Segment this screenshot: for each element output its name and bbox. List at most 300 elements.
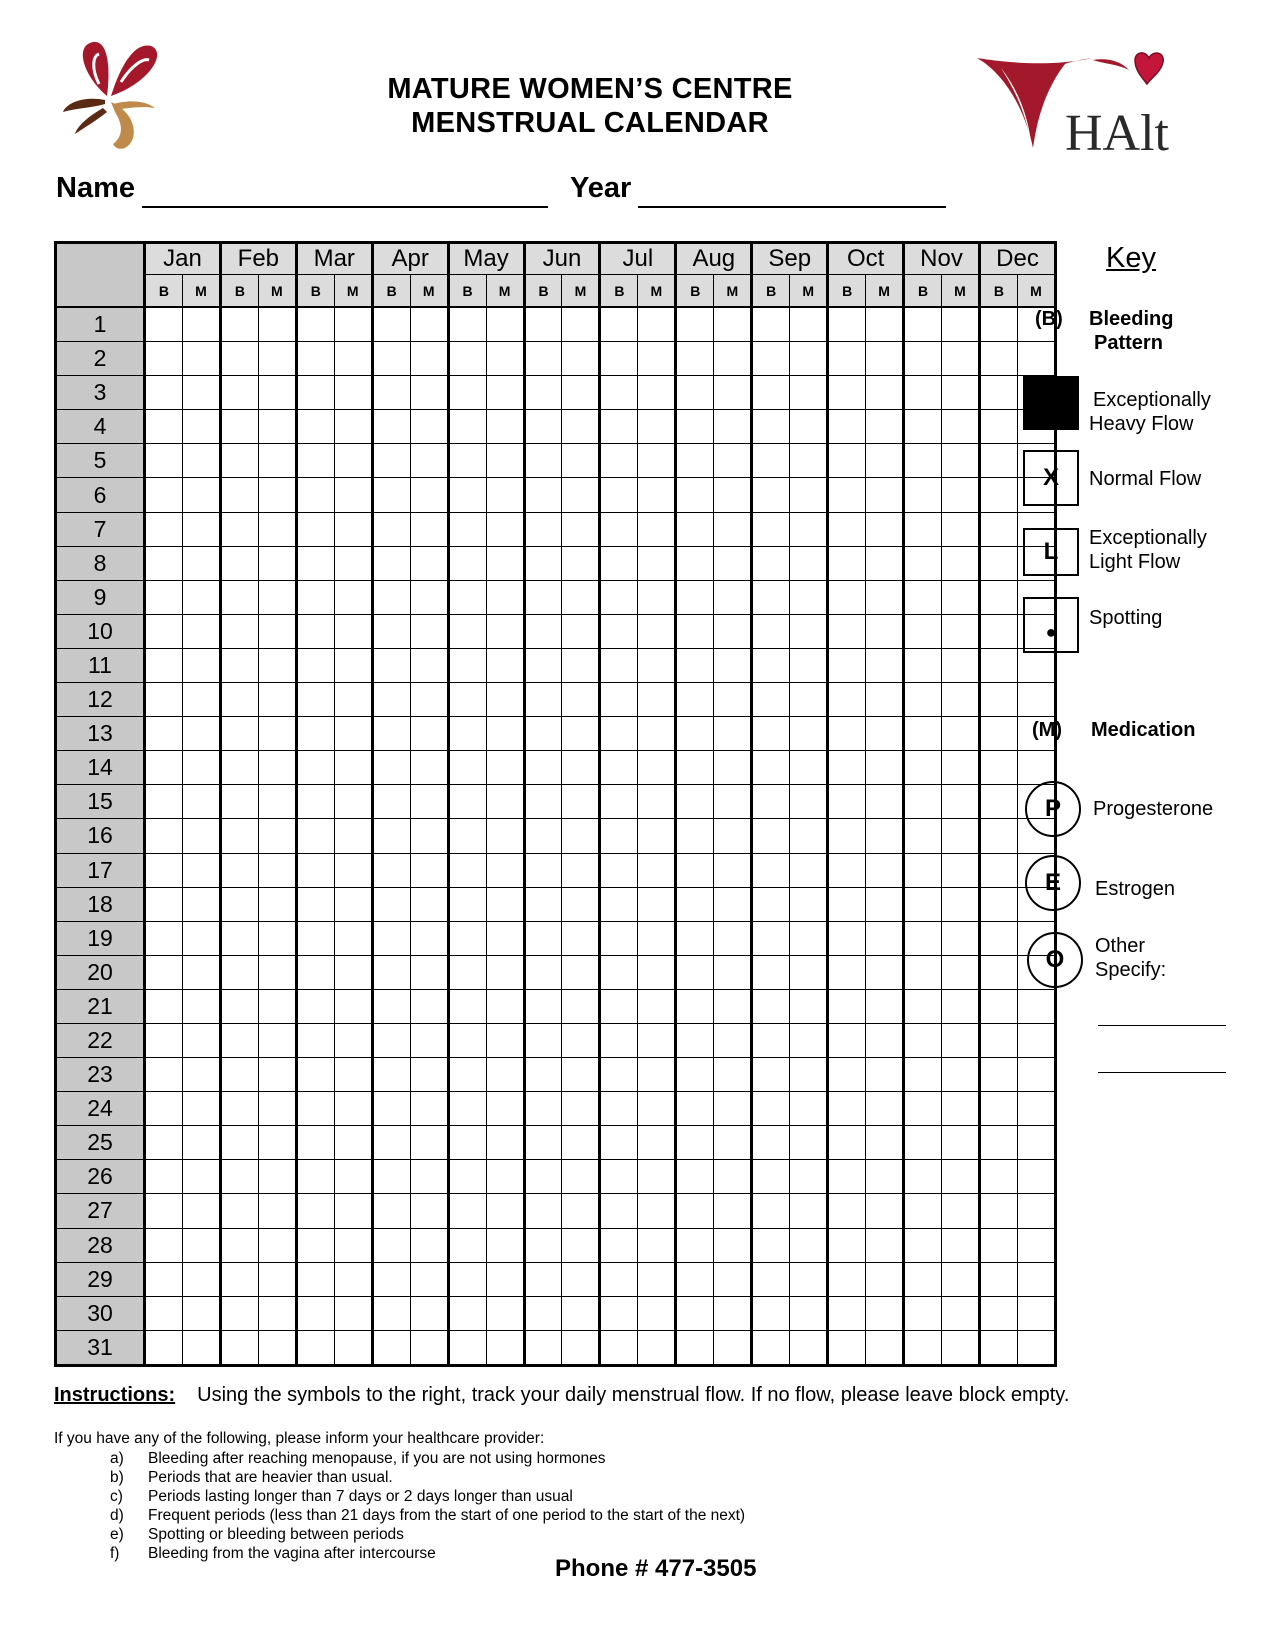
bleeding-cell[interactable]: [448, 580, 486, 614]
medication-cell[interactable]: [410, 580, 448, 614]
bleeding-cell[interactable]: [372, 648, 410, 682]
medication-cell[interactable]: [258, 1296, 296, 1330]
bleeding-cell[interactable]: [828, 1262, 866, 1296]
bleeding-cell[interactable]: [904, 683, 942, 717]
bleeding-cell[interactable]: [676, 410, 714, 444]
bleeding-cell[interactable]: [145, 546, 183, 580]
bleeding-cell[interactable]: [600, 751, 638, 785]
bleeding-cell[interactable]: [752, 648, 790, 682]
bleeding-cell[interactable]: [524, 989, 562, 1023]
bleeding-cell[interactable]: [372, 307, 410, 342]
medication-cell[interactable]: [182, 751, 220, 785]
medication-cell[interactable]: [866, 648, 904, 682]
medication-cell[interactable]: [714, 989, 752, 1023]
medication-cell[interactable]: [486, 1296, 524, 1330]
bleeding-cell[interactable]: [904, 1058, 942, 1092]
bleeding-cell[interactable]: [448, 410, 486, 444]
bleeding-cell[interactable]: [752, 512, 790, 546]
bleeding-cell[interactable]: [296, 819, 334, 853]
medication-cell[interactable]: [486, 614, 524, 648]
medication-cell[interactable]: [866, 717, 904, 751]
bleeding-cell[interactable]: [448, 1092, 486, 1126]
bleeding-cell[interactable]: [372, 478, 410, 512]
bleeding-cell[interactable]: [372, 1330, 410, 1365]
medication-cell[interactable]: [638, 751, 676, 785]
medication-cell[interactable]: [410, 1126, 448, 1160]
bleeding-cell[interactable]: [752, 785, 790, 819]
bleeding-cell[interactable]: [752, 1126, 790, 1160]
bleeding-cell[interactable]: [220, 614, 258, 648]
bleeding-cell[interactable]: [752, 887, 790, 921]
bleeding-cell[interactable]: [372, 1160, 410, 1194]
medication-cell[interactable]: [714, 1296, 752, 1330]
medication-cell[interactable]: [410, 819, 448, 853]
medication-cell[interactable]: [942, 444, 980, 478]
bleeding-cell[interactable]: [372, 410, 410, 444]
bleeding-cell[interactable]: [220, 1058, 258, 1092]
medication-cell[interactable]: [790, 478, 828, 512]
medication-cell[interactable]: [562, 1262, 600, 1296]
medication-cell[interactable]: [334, 1126, 372, 1160]
medication-cell[interactable]: [638, 307, 676, 342]
bleeding-cell[interactable]: [828, 887, 866, 921]
bleeding-cell[interactable]: [600, 1092, 638, 1126]
medication-cell[interactable]: [334, 580, 372, 614]
medication-cell[interactable]: [182, 921, 220, 955]
medication-cell[interactable]: [486, 717, 524, 751]
bleeding-cell[interactable]: [904, 444, 942, 478]
bleeding-cell[interactable]: [448, 683, 486, 717]
bleeding-cell[interactable]: [979, 717, 1017, 751]
medication-cell[interactable]: [866, 1228, 904, 1262]
medication-cell[interactable]: [790, 410, 828, 444]
bleeding-cell[interactable]: [220, 751, 258, 785]
medication-cell[interactable]: [334, 921, 372, 955]
bleeding-cell[interactable]: [448, 342, 486, 376]
bleeding-cell[interactable]: [524, 717, 562, 751]
bleeding-cell[interactable]: [752, 342, 790, 376]
medication-cell[interactable]: [866, 546, 904, 580]
medication-cell[interactable]: [866, 1092, 904, 1126]
bleeding-cell[interactable]: [145, 853, 183, 887]
bleeding-cell[interactable]: [600, 955, 638, 989]
medication-cell[interactable]: [410, 1160, 448, 1194]
bleeding-cell[interactable]: [145, 410, 183, 444]
medication-cell[interactable]: [866, 955, 904, 989]
medication-cell[interactable]: [182, 955, 220, 989]
bleeding-cell[interactable]: [296, 921, 334, 955]
medication-cell[interactable]: [562, 580, 600, 614]
medication-cell[interactable]: [790, 512, 828, 546]
medication-cell[interactable]: [182, 410, 220, 444]
bleeding-cell[interactable]: [145, 1023, 183, 1057]
medication-cell[interactable]: [942, 580, 980, 614]
medication-cell[interactable]: [486, 1194, 524, 1228]
medication-cell[interactable]: [1017, 683, 1055, 717]
medication-cell[interactable]: [486, 376, 524, 410]
bleeding-cell[interactable]: [296, 1194, 334, 1228]
medication-cell[interactable]: [790, 1262, 828, 1296]
bleeding-cell[interactable]: [600, 1058, 638, 1092]
bleeding-cell[interactable]: [676, 546, 714, 580]
bleeding-cell[interactable]: [296, 1058, 334, 1092]
medication-cell[interactable]: [714, 1160, 752, 1194]
bleeding-cell[interactable]: [600, 478, 638, 512]
bleeding-cell[interactable]: [296, 478, 334, 512]
medication-cell[interactable]: [714, 921, 752, 955]
bleeding-cell[interactable]: [524, 648, 562, 682]
bleeding-cell[interactable]: [220, 580, 258, 614]
medication-cell[interactable]: [334, 1330, 372, 1365]
bleeding-cell[interactable]: [828, 853, 866, 887]
bleeding-cell[interactable]: [600, 376, 638, 410]
bleeding-cell[interactable]: [145, 921, 183, 955]
bleeding-cell[interactable]: [904, 546, 942, 580]
bleeding-cell[interactable]: [145, 683, 183, 717]
medication-cell[interactable]: [410, 887, 448, 921]
medication-cell[interactable]: [638, 921, 676, 955]
bleeding-cell[interactable]: [524, 546, 562, 580]
bleeding-cell[interactable]: [296, 546, 334, 580]
bleeding-cell[interactable]: [752, 819, 790, 853]
medication-cell[interactable]: [486, 512, 524, 546]
bleeding-cell[interactable]: [145, 478, 183, 512]
bleeding-cell[interactable]: [145, 512, 183, 546]
bleeding-cell[interactable]: [979, 751, 1017, 785]
bleeding-cell[interactable]: [979, 376, 1017, 410]
medication-cell[interactable]: [334, 819, 372, 853]
medication-cell[interactable]: [638, 1058, 676, 1092]
medication-cell[interactable]: [562, 1160, 600, 1194]
medication-cell[interactable]: [638, 785, 676, 819]
bleeding-cell[interactable]: [524, 1160, 562, 1194]
bleeding-cell[interactable]: [828, 921, 866, 955]
medication-cell[interactable]: [866, 478, 904, 512]
bleeding-cell[interactable]: [979, 1023, 1017, 1057]
medication-cell[interactable]: [562, 887, 600, 921]
medication-cell[interactable]: [334, 342, 372, 376]
bleeding-cell[interactable]: [828, 478, 866, 512]
bleeding-cell[interactable]: [600, 1126, 638, 1160]
medication-cell[interactable]: [562, 614, 600, 648]
bleeding-cell[interactable]: [524, 342, 562, 376]
medication-cell[interactable]: [562, 648, 600, 682]
medication-cell[interactable]: [182, 1092, 220, 1126]
medication-cell[interactable]: [790, 1126, 828, 1160]
medication-cell[interactable]: [182, 1194, 220, 1228]
bleeding-cell[interactable]: [752, 546, 790, 580]
bleeding-cell[interactable]: [145, 1296, 183, 1330]
bleeding-cell[interactable]: [752, 376, 790, 410]
medication-cell[interactable]: [410, 648, 448, 682]
bleeding-cell[interactable]: [904, 1126, 942, 1160]
medication-cell[interactable]: [258, 1194, 296, 1228]
bleeding-cell[interactable]: [752, 717, 790, 751]
bleeding-cell[interactable]: [296, 512, 334, 546]
bleeding-cell[interactable]: [676, 648, 714, 682]
medication-cell[interactable]: [334, 683, 372, 717]
bleeding-cell[interactable]: [296, 342, 334, 376]
medication-cell[interactable]: [714, 1023, 752, 1057]
medication-cell[interactable]: [790, 1160, 828, 1194]
bleeding-cell[interactable]: [600, 410, 638, 444]
medication-cell[interactable]: [790, 683, 828, 717]
medication-cell[interactable]: [638, 444, 676, 478]
bleeding-cell[interactable]: [524, 751, 562, 785]
bleeding-cell[interactable]: [296, 955, 334, 989]
medication-cell[interactable]: [942, 410, 980, 444]
medication-cell[interactable]: [1017, 648, 1055, 682]
bleeding-cell[interactable]: [600, 887, 638, 921]
bleeding-cell[interactable]: [145, 1330, 183, 1365]
bleeding-cell[interactable]: [676, 819, 714, 853]
medication-cell[interactable]: [258, 444, 296, 478]
bleeding-cell[interactable]: [524, 580, 562, 614]
bleeding-cell[interactable]: [524, 785, 562, 819]
medication-cell[interactable]: [942, 989, 980, 1023]
bleeding-cell[interactable]: [752, 410, 790, 444]
bleeding-cell[interactable]: [220, 1228, 258, 1262]
bleeding-cell[interactable]: [904, 853, 942, 887]
medication-cell[interactable]: [562, 1194, 600, 1228]
medication-cell[interactable]: [258, 1058, 296, 1092]
bleeding-cell[interactable]: [372, 614, 410, 648]
bleeding-cell[interactable]: [524, 1023, 562, 1057]
bleeding-cell[interactable]: [676, 1330, 714, 1365]
medication-cell[interactable]: [334, 1262, 372, 1296]
bleeding-cell[interactable]: [448, 307, 486, 342]
bleeding-cell[interactable]: [372, 921, 410, 955]
medication-cell[interactable]: [562, 683, 600, 717]
medication-cell[interactable]: [638, 1330, 676, 1365]
medication-cell[interactable]: [334, 410, 372, 444]
bleeding-cell[interactable]: [600, 819, 638, 853]
medication-cell[interactable]: [410, 1023, 448, 1057]
bleeding-cell[interactable]: [904, 921, 942, 955]
medication-cell[interactable]: [866, 444, 904, 478]
bleeding-cell[interactable]: [448, 614, 486, 648]
medication-cell[interactable]: [942, 648, 980, 682]
medication-cell[interactable]: [182, 342, 220, 376]
medication-cell[interactable]: [562, 921, 600, 955]
medication-cell[interactable]: [866, 989, 904, 1023]
bleeding-cell[interactable]: [904, 819, 942, 853]
bleeding-cell[interactable]: [752, 1160, 790, 1194]
bleeding-cell[interactable]: [600, 444, 638, 478]
medication-cell[interactable]: [942, 853, 980, 887]
medication-cell[interactable]: [258, 376, 296, 410]
medication-cell[interactable]: [790, 887, 828, 921]
medication-cell[interactable]: [638, 410, 676, 444]
medication-cell[interactable]: [638, 1194, 676, 1228]
bleeding-cell[interactable]: [372, 1058, 410, 1092]
medication-cell[interactable]: [334, 376, 372, 410]
bleeding-cell[interactable]: [220, 1296, 258, 1330]
bleeding-cell[interactable]: [904, 614, 942, 648]
medication-cell[interactable]: [334, 1058, 372, 1092]
medication-cell[interactable]: [562, 1228, 600, 1262]
medication-cell[interactable]: [790, 819, 828, 853]
medication-cell[interactable]: [410, 342, 448, 376]
medication-cell[interactable]: [562, 444, 600, 478]
bleeding-cell[interactable]: [752, 614, 790, 648]
medication-cell[interactable]: [714, 853, 752, 887]
medication-cell[interactable]: [486, 751, 524, 785]
medication-cell[interactable]: [562, 989, 600, 1023]
medication-cell[interactable]: [182, 1228, 220, 1262]
bleeding-cell[interactable]: [904, 307, 942, 342]
medication-cell[interactable]: [410, 921, 448, 955]
bleeding-cell[interactable]: [979, 1160, 1017, 1194]
bleeding-cell[interactable]: [145, 1194, 183, 1228]
bleeding-cell[interactable]: [979, 853, 1017, 887]
bleeding-cell[interactable]: [524, 1228, 562, 1262]
bleeding-cell[interactable]: [979, 819, 1017, 853]
bleeding-cell[interactable]: [448, 478, 486, 512]
bleeding-cell[interactable]: [828, 1296, 866, 1330]
bleeding-cell[interactable]: [600, 1296, 638, 1330]
medication-cell[interactable]: [182, 614, 220, 648]
medication-cell[interactable]: [638, 989, 676, 1023]
bleeding-cell[interactable]: [752, 751, 790, 785]
medication-cell[interactable]: [258, 921, 296, 955]
bleeding-cell[interactable]: [372, 1296, 410, 1330]
bleeding-cell[interactable]: [220, 512, 258, 546]
bleeding-cell[interactable]: [145, 1126, 183, 1160]
bleeding-cell[interactable]: [145, 1092, 183, 1126]
medication-cell[interactable]: [486, 887, 524, 921]
bleeding-cell[interactable]: [979, 683, 1017, 717]
medication-cell[interactable]: [866, 307, 904, 342]
medication-cell[interactable]: [182, 683, 220, 717]
medication-cell[interactable]: [486, 342, 524, 376]
medication-cell[interactable]: [714, 819, 752, 853]
bleeding-cell[interactable]: [372, 853, 410, 887]
medication-cell[interactable]: [790, 307, 828, 342]
medication-cell[interactable]: [714, 444, 752, 478]
bleeding-cell[interactable]: [979, 444, 1017, 478]
bleeding-cell[interactable]: [676, 717, 714, 751]
medication-cell[interactable]: [562, 819, 600, 853]
bleeding-cell[interactable]: [296, 751, 334, 785]
bleeding-cell[interactable]: [372, 1194, 410, 1228]
bleeding-cell[interactable]: [145, 955, 183, 989]
medication-cell[interactable]: [410, 683, 448, 717]
medication-cell[interactable]: [714, 785, 752, 819]
bleeding-cell[interactable]: [448, 921, 486, 955]
bleeding-cell[interactable]: [828, 717, 866, 751]
medication-cell[interactable]: [866, 1296, 904, 1330]
medication-cell[interactable]: [1017, 1262, 1055, 1296]
year-field[interactable]: [638, 206, 946, 208]
medication-cell[interactable]: [638, 546, 676, 580]
bleeding-cell[interactable]: [904, 342, 942, 376]
bleeding-cell[interactable]: [752, 853, 790, 887]
bleeding-cell[interactable]: [676, 376, 714, 410]
bleeding-cell[interactable]: [904, 410, 942, 444]
bleeding-cell[interactable]: [828, 785, 866, 819]
bleeding-cell[interactable]: [372, 546, 410, 580]
bleeding-cell[interactable]: [372, 717, 410, 751]
bleeding-cell[interactable]: [220, 819, 258, 853]
medication-cell[interactable]: [486, 1126, 524, 1160]
medication-cell[interactable]: [942, 1194, 980, 1228]
medication-cell[interactable]: [866, 410, 904, 444]
medication-cell[interactable]: [410, 376, 448, 410]
name-field[interactable]: [142, 206, 548, 208]
medication-cell[interactable]: [486, 1023, 524, 1057]
medication-cell[interactable]: [486, 683, 524, 717]
bleeding-cell[interactable]: [600, 1228, 638, 1262]
bleeding-cell[interactable]: [979, 1058, 1017, 1092]
bleeding-cell[interactable]: [372, 580, 410, 614]
medication-cell[interactable]: [714, 717, 752, 751]
medication-cell[interactable]: [334, 1228, 372, 1262]
medication-cell[interactable]: [182, 1126, 220, 1160]
medication-cell[interactable]: [562, 478, 600, 512]
bleeding-cell[interactable]: [296, 1296, 334, 1330]
medication-cell[interactable]: [866, 342, 904, 376]
bleeding-cell[interactable]: [904, 512, 942, 546]
bleeding-cell[interactable]: [524, 955, 562, 989]
medication-cell[interactable]: [562, 410, 600, 444]
medication-cell[interactable]: [562, 717, 600, 751]
medication-cell[interactable]: [410, 512, 448, 546]
medication-cell[interactable]: [1017, 989, 1055, 1023]
medication-cell[interactable]: [258, 614, 296, 648]
bleeding-cell[interactable]: [524, 376, 562, 410]
bleeding-cell[interactable]: [904, 1194, 942, 1228]
medication-cell[interactable]: [866, 785, 904, 819]
medication-cell[interactable]: [714, 683, 752, 717]
medication-cell[interactable]: [714, 1092, 752, 1126]
bleeding-cell[interactable]: [904, 1023, 942, 1057]
bleeding-cell[interactable]: [676, 307, 714, 342]
medication-cell[interactable]: [486, 1058, 524, 1092]
bleeding-cell[interactable]: [296, 853, 334, 887]
medication-cell[interactable]: [562, 1058, 600, 1092]
medication-cell[interactable]: [638, 614, 676, 648]
bleeding-cell[interactable]: [600, 342, 638, 376]
medication-cell[interactable]: [182, 1296, 220, 1330]
bleeding-cell[interactable]: [828, 751, 866, 785]
bleeding-cell[interactable]: [600, 717, 638, 751]
medication-cell[interactable]: [562, 342, 600, 376]
medication-cell[interactable]: [182, 580, 220, 614]
bleeding-cell[interactable]: [296, 648, 334, 682]
bleeding-cell[interactable]: [372, 376, 410, 410]
medication-cell[interactable]: [638, 853, 676, 887]
medication-cell[interactable]: [182, 1058, 220, 1092]
medication-cell[interactable]: [258, 546, 296, 580]
bleeding-cell[interactable]: [448, 989, 486, 1023]
medication-cell[interactable]: [866, 512, 904, 546]
bleeding-cell[interactable]: [524, 683, 562, 717]
bleeding-cell[interactable]: [296, 307, 334, 342]
bleeding-cell[interactable]: [600, 648, 638, 682]
medication-cell[interactable]: [182, 512, 220, 546]
bleeding-cell[interactable]: [145, 648, 183, 682]
medication-cell[interactable]: [714, 512, 752, 546]
bleeding-cell[interactable]: [372, 512, 410, 546]
bleeding-cell[interactable]: [676, 1194, 714, 1228]
bleeding-cell[interactable]: [979, 1228, 1017, 1262]
bleeding-cell[interactable]: [676, 512, 714, 546]
bleeding-cell[interactable]: [448, 887, 486, 921]
medication-cell[interactable]: [942, 955, 980, 989]
medication-cell[interactable]: [714, 580, 752, 614]
medication-cell[interactable]: [790, 717, 828, 751]
